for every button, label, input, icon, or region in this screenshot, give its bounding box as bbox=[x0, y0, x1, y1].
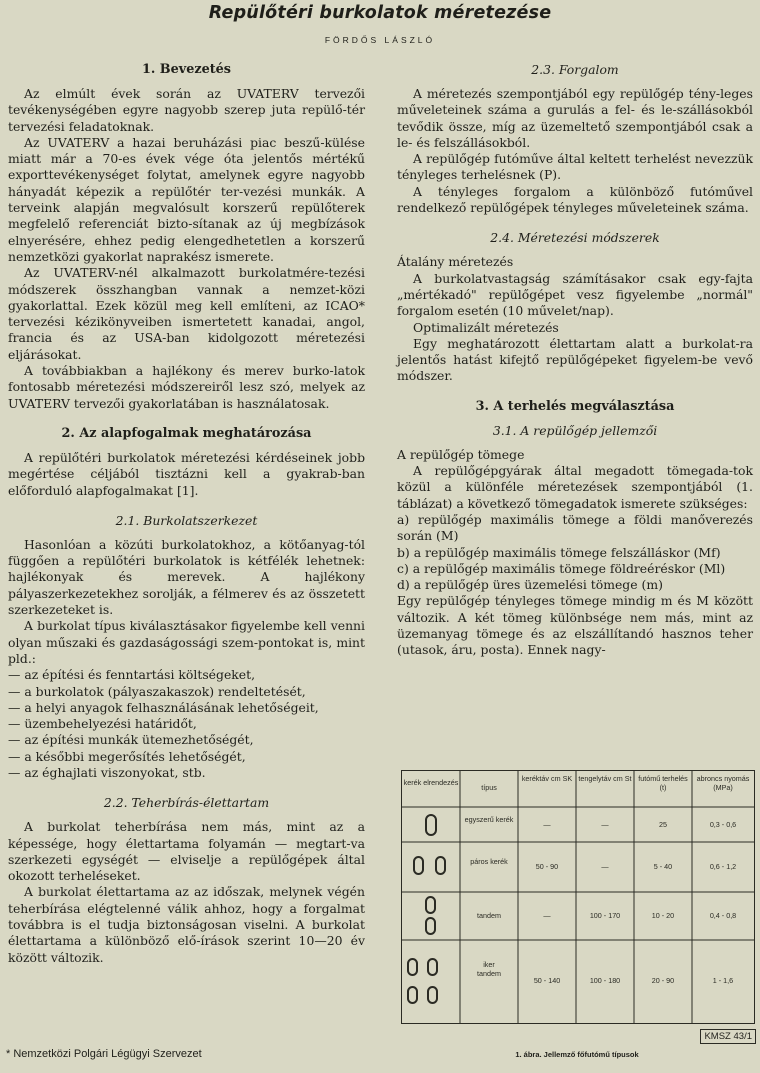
table-cell: 1 - 1,6 bbox=[712, 976, 734, 985]
list-item: — a helyi anyagok felhasználásának lehetőségeit, bbox=[8, 699, 319, 715]
paragraph: A továbbiakban a hajlékony és merev burko-latok fontosabb méretezési módszereiről lesz szó, melyek az UVATERV tervezői gyakorlatában is használatosak. bbox=[8, 363, 365, 411]
figure-caption: 1. ábra. Jellemző főfutómű típusok bbox=[515, 1050, 639, 1059]
list-item: a) repülőgép maximális tömege a földi manőverezés során (M) bbox=[397, 511, 753, 544]
figure-code: KMSZ 43/1 bbox=[700, 1029, 756, 1044]
paragraph: A méretezés szempontjából egy repülőgép tény-leges műveleteinek száma a gurulás a fel- és le-szállásokból tevődik össze, míg az üzemeltető szempontjából csak a le- és felszállásokból. bbox=[397, 86, 753, 150]
table-cell: 50 - 90 bbox=[535, 862, 559, 871]
paragraph: A burkolat teherbírása nem más, mint az a képessége, hogy élettartama folyamán — megtart-va szerkezeti egységét — elviselje a repülőgépek által okozott terheléseket. bbox=[8, 819, 365, 884]
table-cell: iker tandem bbox=[477, 960, 501, 978]
column-header: abroncs nyomás (MPa) bbox=[696, 774, 750, 792]
landing-gear-figure bbox=[401, 770, 755, 1042]
dual-wheel-icon bbox=[414, 857, 423, 874]
table-cell: 100 - 180 bbox=[589, 976, 621, 985]
table-cell: — bbox=[601, 820, 609, 829]
table-cell: 25 bbox=[659, 820, 667, 829]
paragraph: Az UVATERV-nél alkalmazott burkolatmére-tezési módszerek összhangban vannak a nemzet-közi gyakorlattal. Ezek közül meg kell említeni, az ICAO* tervezési kézikönyveiben ismertetett kanadai, angol, francia és az USA-ban kidolgozott méretezési eljárásokat. bbox=[8, 265, 365, 362]
mass-list bbox=[397, 512, 753, 593]
criteria-list bbox=[8, 667, 365, 781]
paragraph-label: A repülőgép tömege bbox=[397, 446, 525, 462]
author-name: FÖRDŐS LÁSZLÓ bbox=[324, 35, 436, 45]
column-header: kerék elrendezés bbox=[403, 778, 459, 787]
footnote: * Nemzetközi Polgári Légügyi Szervezet bbox=[6, 1048, 202, 1060]
column-header: keréktáv cm SK bbox=[521, 774, 573, 783]
list-item: — a későbbi megerősítés lehetőségét, bbox=[8, 748, 246, 764]
left-column bbox=[8, 62, 365, 966]
list-item: — az építési és fenntartási költségeket, bbox=[8, 667, 256, 683]
paragraph: A tényleges forgalom a különböző futóművel rendelkező repülőgépek tényleges műveleteinek száma. bbox=[397, 183, 753, 216]
section-heading: 3. A terhelés megválasztása bbox=[475, 398, 675, 414]
paragraph: Hasonlóan a közúti burkolatokhoz, a kötőanyag-tól függően a repülőtéri burkolatok is kétfélék lehetnek: hajlékonyak és merevek. A hajlékony pályaszerkezetekhez sorolják, a félmerev és az összetett szerkezeteket is. bbox=[8, 536, 365, 618]
paragraph-label: Optimalizált méretezés bbox=[413, 319, 559, 335]
section-heading: 1. Bevezetés bbox=[141, 62, 232, 77]
paragraph: A repülőtéri burkolatok méretezési kérdéseinek jobb megértése céljából tisztázni kell a gyakrab-ban előforduló alapfogalmakat [1]. bbox=[8, 449, 365, 498]
column-header: tengelytáv cm St bbox=[578, 774, 632, 783]
table-cell: tandem bbox=[477, 911, 501, 920]
column-header: futómű terhelés (t) bbox=[638, 774, 688, 792]
table-cell: — bbox=[601, 862, 609, 871]
paragraph: Egy repülőgép tényleges tömege mindig m és M között változik. A két tömeg különbsége nem más, mint az üzemanyag tömege és az elszállítandó hasznos teher (utasok, áru, posta). Ennek nagy- bbox=[397, 593, 753, 658]
subsection-heading: 2.4. Méretezési módszerek bbox=[490, 230, 660, 246]
table-cell: egyszerű kerék bbox=[464, 815, 514, 824]
paragraph-label: Átalány méretezés bbox=[397, 254, 514, 270]
table-cell: 20 - 90 bbox=[651, 976, 675, 985]
table-cell: páros kerék bbox=[470, 857, 508, 866]
right-column bbox=[397, 62, 753, 659]
list-item: d) a repülőgép üres üzemelési tömege (m) bbox=[397, 577, 663, 593]
dual-tandem-wheel-icon bbox=[408, 959, 417, 975]
table-cell: 5 - 40 bbox=[653, 862, 673, 871]
list-item: — üzembehelyezési határidőt, bbox=[8, 716, 197, 732]
paragraph: A repülőgépgyárak által megadott tömegada-tok közül a különféle méretezések szempontjából (1. táblázat) a következő tömegadatok ismerete szükséges: bbox=[397, 463, 753, 511]
paragraph: A repülőgép futóműve által keltett terhelést nevezzük tényleges terhelésnek (P). bbox=[397, 151, 753, 183]
subsection-heading: 2.1. Burkolatszerkezet bbox=[115, 512, 258, 528]
list-item: — az építési munkák ütemezhetőségét, bbox=[8, 732, 254, 748]
table-cell: 100 - 170 bbox=[589, 911, 621, 920]
paragraph: Az elmúlt évek során az UVATERV tervezői tevékenységében egyre nagyobb szerep juta repülő-tér tervezési feladatoknak. bbox=[8, 86, 365, 134]
list-item: b) a repülőgép maximális tömege felszálláskor (Mf) bbox=[397, 544, 721, 560]
table-cell: 0,3 - 0,6 bbox=[709, 820, 737, 829]
article-title: Repülőtéri burkolatok méretezése bbox=[208, 3, 552, 23]
subsection-heading: 3.1. A repülőgép jellemzői bbox=[492, 422, 658, 438]
table-cell: 0,6 - 1,2 bbox=[709, 862, 737, 871]
table-cell: 50 - 140 bbox=[533, 976, 561, 985]
paragraph: A burkolatvastagság számításakor csak egy-fajta „mértékadó" repülőgépet vesz figyelembe „normál" forgalom esetén (10 művelet/nap). bbox=[397, 270, 753, 319]
section-heading: 2. Az alapfogalmak meghatározása bbox=[61, 425, 312, 441]
table-cell: — bbox=[543, 820, 551, 829]
table-cell: — bbox=[543, 911, 551, 920]
list-item: c) a repülőgép maximális tömege földreéréskor (Ml) bbox=[397, 560, 726, 576]
paragraph: Az UVATERV a hazai beruházási piac beszű-külése miatt már a 70-es évek vége óta jelentős mértékű exporttevékenységet folytat, amelynek egyre nagyobb hányadát képezik a repülőtér ter-vezési munkák. A terveink alapján megvalósult korszerű repülőterek megfelelő referenciát bizto-sítanak az új megbízások elnyerésére, ehhez pedig elengedhetetlen a korszerű nemzetközi gyakorlat naprakész ismerete. bbox=[8, 134, 365, 264]
table-cell: 0,4 - 0,8 bbox=[709, 911, 737, 920]
column-header: típus bbox=[481, 783, 497, 792]
list-item: — az éghajlati viszonyokat, stb. bbox=[8, 764, 206, 780]
list-item: — a burkolatok (pályaszakaszok) rendeltetését, bbox=[8, 683, 306, 699]
paragraph: A burkolat típus kiválasztásakor figyelembe kell venni olyan műszaki és gazdaságossági szem-pontokat is, mint pld.: bbox=[8, 618, 365, 666]
paragraph: A burkolat élettartama az az időszak, melynek végén teherbírása elégtelenné válik ahhoz, hogy a forgalmat továbbra is el tudja biztonságosan viselni. A burkolat élettartama a különböző elő-írások szerint 10—20 év között változik. bbox=[8, 884, 365, 965]
subsection-heading: 2.2. Teherbírás-élettartam bbox=[103, 795, 270, 811]
paragraph: Egy meghatározott élettartam alatt a burkolat-ra jelentős hatást kifejtő repülőgépeket figyelem-be vevő módszer. bbox=[397, 335, 753, 384]
wheel-icons bbox=[408, 815, 445, 1003]
tandem-wheel-icon bbox=[426, 897, 435, 913]
single-wheel-icon bbox=[426, 815, 436, 835]
subsection-heading: 2.3. Forgalom bbox=[531, 62, 619, 77]
table-cell: 10 - 20 bbox=[651, 911, 675, 920]
